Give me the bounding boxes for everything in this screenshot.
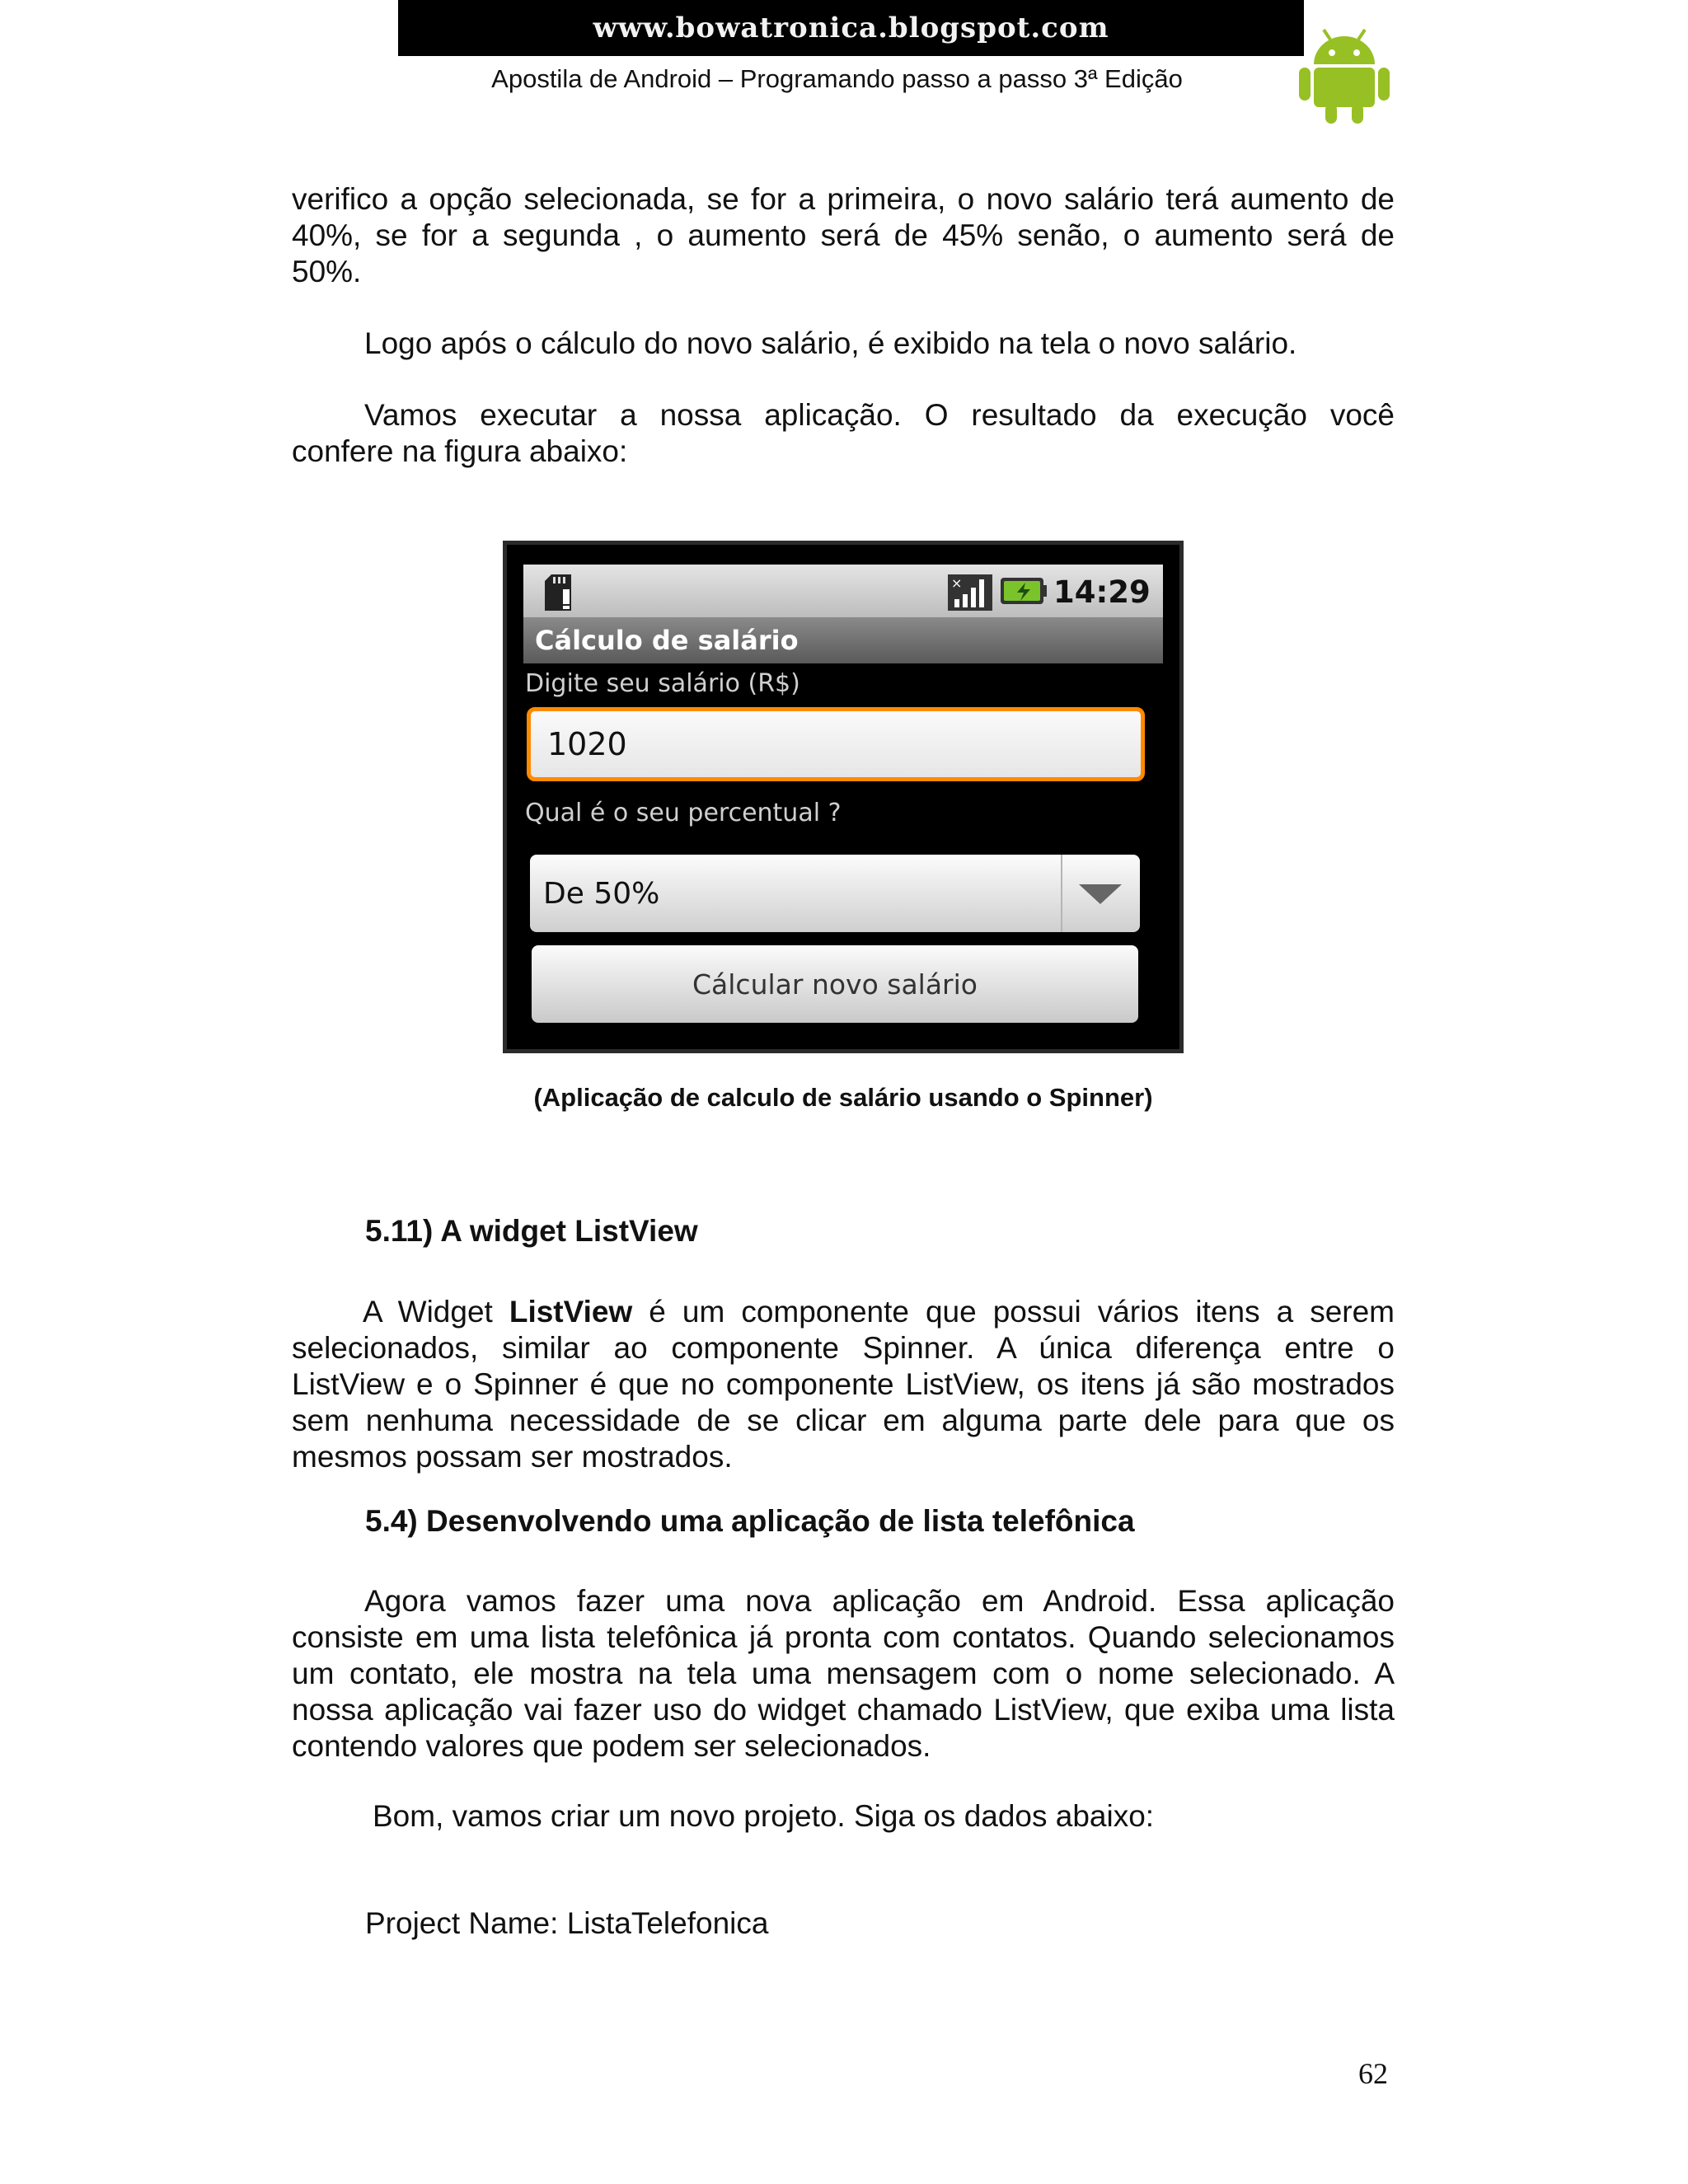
header-banner: www.bowatronica.blogspot.com [398, 0, 1304, 56]
text-line: Vamos executar a nossa aplicação. O resultado da execução você [364, 398, 1395, 432]
paragraph-phonebook-app [292, 1583, 1395, 1765]
section-heading-phonebook: 5.4) Desenvolvendo uma aplicação de lista telefônica [365, 1504, 1135, 1538]
paragraph-run-app [292, 397, 1395, 470]
percent-label: Qual é o seu percentual ? [525, 799, 842, 827]
paragraph-listview [292, 1294, 1395, 1475]
calculate-button[interactable]: Cálcular novo salário [532, 945, 1138, 1023]
text-line: confere na figura abaixo: [292, 434, 628, 468]
spinner-selected-value: De 50% [543, 876, 660, 911]
text-line: 40%, se for a segunda , o aumento será de 45% senão, o aumento será de [292, 218, 1395, 252]
percent-spinner[interactable] [530, 855, 1140, 932]
android-robot-icon [1296, 25, 1393, 125]
text-line: verifico a opção selecionada, se for a primeira, o novo salário terá aumento de [292, 182, 1395, 216]
text-line: mesmos possam ser mostrados. [292, 1440, 733, 1474]
project-name-line [365, 1905, 1395, 1942]
text-line: Bom, vamos criar um novo projeto. Siga os dados abaixo: [373, 1799, 1155, 1833]
salary-input[interactable]: 1020 [527, 707, 1145, 781]
figure-caption: (Aplicação de calculo de salário usando o Spinner) [533, 1083, 1153, 1112]
page-number: 62 [1358, 2057, 1388, 2090]
app-title: Cálculo de salário [535, 625, 799, 656]
sd-card-icon [542, 574, 574, 611]
text-line: Project Name: ListaTelefonica [365, 1906, 769, 1940]
text-line: 50%. [292, 255, 362, 288]
text-line: Logo após o cálculo do novo salário, é exibido na tela o novo salário. [364, 326, 1297, 360]
app-title-bar [523, 617, 1163, 663]
paragraph-after-calc [364, 326, 1395, 362]
text-line: ListView e o Spinner é que no componente ListView, os itens já são mostrados [292, 1367, 1395, 1401]
text-line: contendo valores que podem ser selecionados. [292, 1729, 931, 1763]
text-line: nossa aplicação vai fazer uso do widget chamado ListView, que exiba uma lista [292, 1693, 1395, 1727]
intro-rest: é um componente que possui vários itens a serem [632, 1295, 1395, 1329]
status-clock: 14:29 [1053, 574, 1151, 610]
text-line: um contato, ele mostra na tela uma mensagem com o nome selecionado. A [292, 1657, 1395, 1690]
svg-text:×: × [951, 575, 963, 591]
intro-prefix: A Widget [363, 1295, 509, 1329]
battery-charging-icon [1001, 576, 1047, 606]
salary-label: Digite seu salário (R$) [525, 669, 800, 698]
text-line: consiste em uma lista telefônica já pronta com contatos. Quando selecionamos [292, 1620, 1395, 1654]
text-line [292, 1294, 1395, 1330]
paragraph-new-project [373, 1798, 1395, 1835]
text-line: selecionados, similar ao componente Spinner. A única diferença entre o [292, 1331, 1395, 1365]
status-bar [523, 565, 1163, 617]
header-subtitle: Apostila de Android – Programando passo a passo 3ª Edição [491, 64, 1183, 93]
section-heading-listview: 5.11) A widget ListView [365, 1214, 698, 1248]
intro-bold-listview: ListView [509, 1295, 633, 1329]
spinner-divider [1061, 855, 1062, 932]
dropdown-arrow-icon[interactable] [1077, 881, 1123, 906]
signal-icon [948, 574, 992, 611]
text-line: Agora vamos fazer uma nova aplicação em Android. Essa aplicação [364, 1584, 1395, 1618]
text-line: sem nenhuma necessidade de se clicar em alguma parte dele para que os [292, 1404, 1395, 1437]
phone-screenshot [503, 541, 1184, 1053]
phone-screen [523, 565, 1163, 1041]
paragraph-option-check [292, 181, 1395, 290]
